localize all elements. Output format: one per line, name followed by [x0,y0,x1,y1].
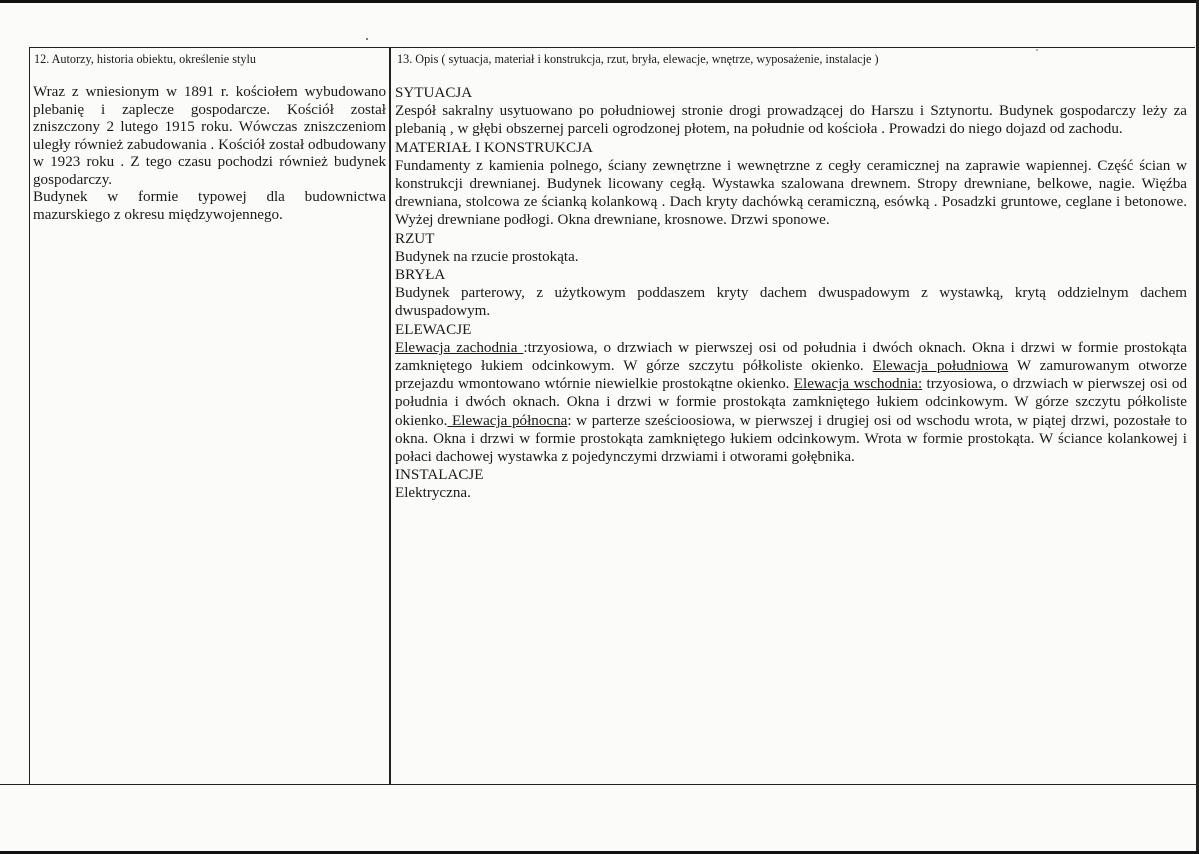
scan-frame-top [0,0,1199,3]
table-top-border [29,47,1195,48]
elevation-south-text: W zamurowanym otworze przejazdu wmontowano wtórnie niewielkie prostokątne okienko. [395,358,1187,393]
elevation-east-label: Elewacja wschodnia: [793,376,923,393]
section-title-rzut: RZUT [395,230,435,247]
section-title-material: MATERIAŁ I KONSTRUKCJA [395,139,593,156]
description-text [395,84,1187,503]
section-text-material: Fundamenty z kamienia polnego, ściany zewnętrzne i wewnętrzne z cegły ceramicznej na zaprawie wapiennej. Część ścian w konstrukcji drewnianej. Budynek licowany cegłą. Wystawka szalowana drewnem. Stropy drewniane, belkowe, nagie. Więźba drewniana, stolcowa ze ścianką kolankową . Dach kryty dachówką ceramiczną, esówką . Posadzki gruntowe, ceglane i betonowe. Wyżej drewniane podłogi. Okna drewniane, krosnowe. Drzwi sponowe. [395,157,1187,229]
elevation-west-label: Elewacja zachodnia [395,339,524,356]
table-bottom-border [0,784,1199,785]
right-column-heading: 13. Opis ( sytuacja, materiał i konstrukcja, rzut, bryła, elewacje, wnętrze, wyposażenie, instalacje ) [397,52,879,66]
style-paragraph: Budynek w formie typowej dla budownictwa mazurskiego z okresu międzywojennego. [33,189,386,223]
history-paragraph: Wraz z wniesionym w 1891 r. kościołem wybudowano plebanię i zaplecze gospodarcze. Kościół został zniszczony 2 lutego 1915 roku. Wówczas zniszczeniom uległy również zabudowania . Kościół został odbudowany w 1923 roku . Z tego czasu pochodzi również budynek gospodarczy. [33,84,386,188]
history-text [33,84,386,224]
section-title-elewacje: ELEWACJE [395,321,472,338]
section-title-instalacje: INSTALACJE [395,467,484,484]
elevation-south-label: Elewacja południowa [872,358,1009,375]
column-divider [389,47,391,784]
section-title-bryla: BRYŁA [395,267,446,284]
section-text-sytuacja: Zespół sakralny usytuowano po południowej stronie drogi prowadzącej do Harszu i Sztynortu. Budynek gospodarczy leży za plebanią , w głębi obszernej parceli ogrodzonej płotem, na południe od kościoła . Prowadzi do niego dojazd od zachodu. [395,103,1187,138]
left-column-heading: 12. Autorzy, historia obiektu, określenie stylu [34,52,256,66]
scan-speck [1036,49,1038,51]
table-left-border [29,47,30,784]
elevation-east-text: trzyosiowa, o drzwiach w pierwszej osi od południa i dwóch oknach. Okna i drzwi w formie prostokąta zamkniętego łukiem odcinkowym. W górze szczytu półkoliste okienko. [395,376,1188,429]
section-text-elewacje [395,339,1187,466]
scan-speck [366,38,368,40]
section-title-sytuacja: SYTUACJA [395,85,473,101]
section-text-bryla: Budynek parterowy, z użytkowym poddaszem kryty dachem dwuspadowym z wystawką, krytą oddzielnym dachem dwuspadowym. [395,285,1187,320]
elevation-north-text: : w parterze sześcioosiowa, w pierwszej i drugiej osi od wschodu wrota, w piątej drzwi, pozostałe to okna. Okna i drzwi w formie prostokąta zamkniętego łukiem odcinkowym. Wrota w formie prostokąta. W ściance kolankowej i połaci dachowej wystawka z pojedynczymi drzwiami i otworami gołębnika. [395,412,1187,466]
elevation-west-text: :trzyosiowa, o drzwiach w pierwszej osi od południa i dwóch oknach. Okna i drzwi w formie prostokąta zamkniętego łukiem odcinkowym. W górze szczytu półkoliste okienko. [395,339,1187,375]
elevation-north-label: Elewacja północna [447,412,568,429]
section-text-rzut: Budynek na rzucie prostokąta. [395,248,579,265]
section-text-instalacje: Elektryczna. [395,485,471,502]
